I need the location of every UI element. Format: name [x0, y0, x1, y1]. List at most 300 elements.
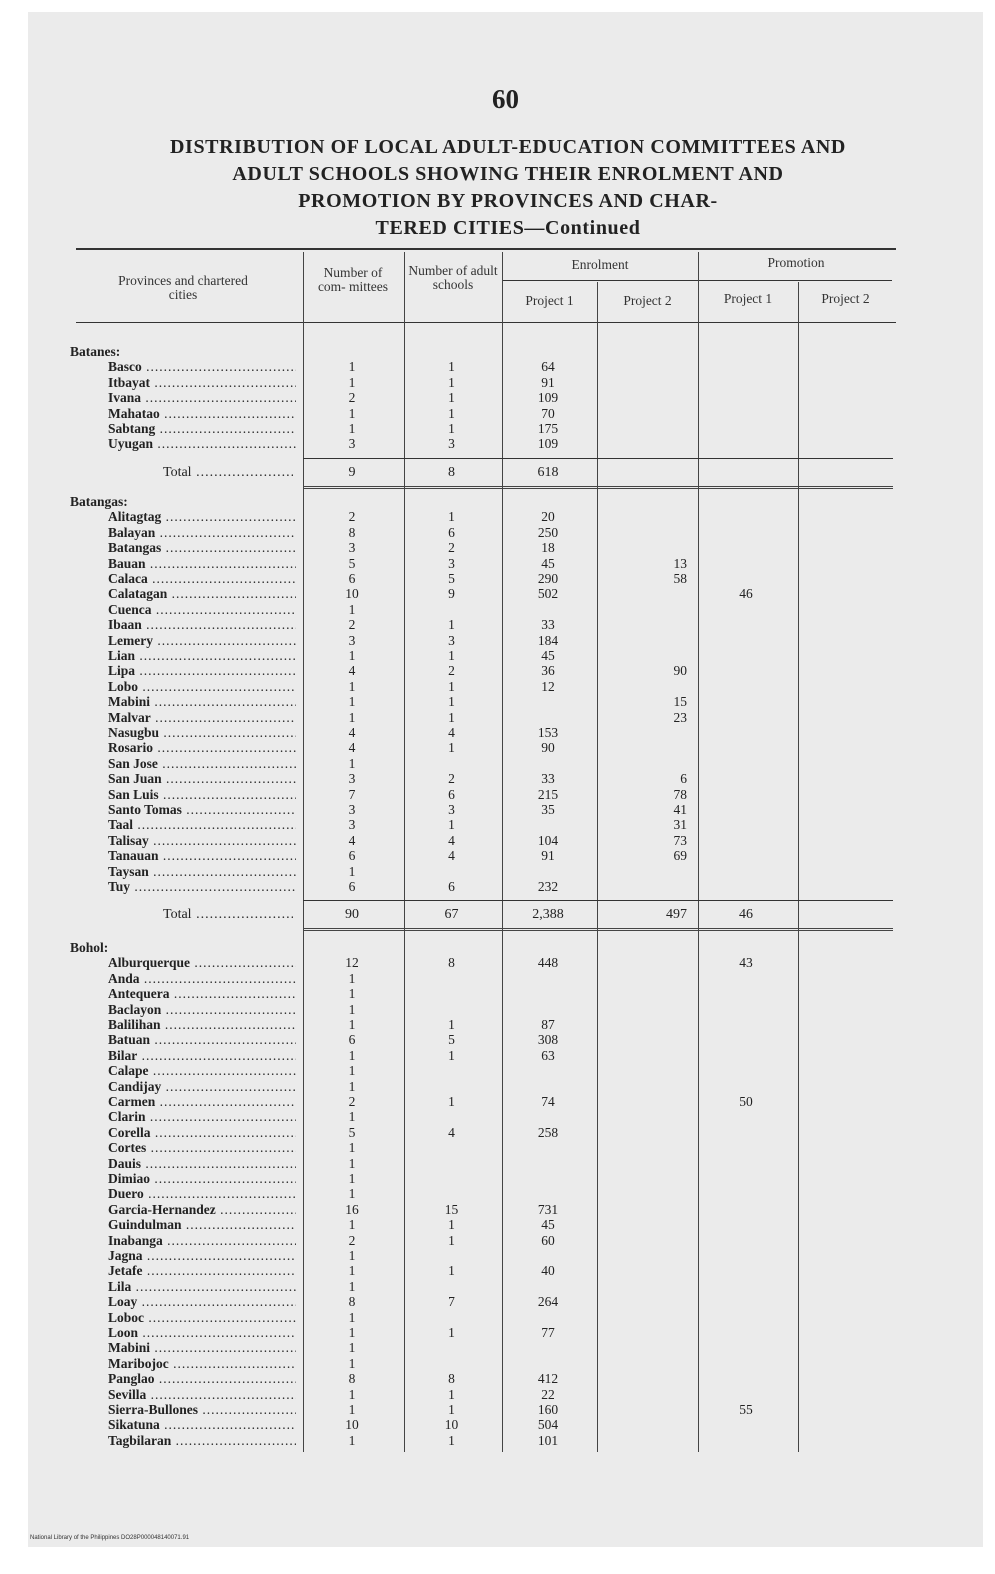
row-label: Itbayat .....: [108, 375, 296, 390]
table-row: [28, 955, 983, 970]
table-cell: 4: [348, 663, 356, 679]
table-cell: 64: [541, 359, 555, 375]
table-cell: 8: [448, 955, 455, 971]
table-row: [28, 771, 983, 786]
total-cell: 67: [444, 907, 459, 923]
table-cell: 1: [448, 817, 455, 833]
table-cell: 1: [348, 1001, 356, 1017]
row-label: San Juan .....: [108, 771, 296, 786]
table-cell: 46: [739, 586, 753, 602]
table-cell: 23: [673, 709, 687, 725]
table-cell: 1: [448, 648, 455, 663]
table-cell: 91: [541, 374, 555, 390]
row-label: Panglao .....: [108, 1371, 296, 1386]
row-label: Uyugan .....: [108, 436, 296, 451]
table-cell: 3: [348, 436, 356, 452]
table-cell: 9: [448, 586, 455, 602]
table-row: [28, 525, 983, 540]
table-cell: 1: [448, 1325, 455, 1340]
row-label: San Jose .....: [108, 756, 296, 771]
total-label: Total .....: [163, 464, 293, 482]
header-project-1: Project 1: [525, 293, 574, 308]
row-label: Bauan .....: [108, 556, 296, 571]
header-committees: Number of com- mittees: [317, 265, 389, 294]
table-row: [28, 1417, 983, 1432]
table-cell: 45: [541, 555, 555, 571]
table-cell: 1: [348, 1063, 356, 1079]
header-project-2: Project 2: [623, 293, 672, 308]
table-cell: 1: [448, 1217, 455, 1233]
row-label: Santo Tomas .....: [108, 802, 296, 817]
table-cell: 2: [348, 617, 356, 633]
total-cell: 90: [345, 907, 359, 923]
table-row: [28, 586, 983, 601]
row-label: Bilar .....: [108, 1048, 296, 1063]
table-cell: 1: [348, 374, 356, 390]
table-row: [28, 1387, 983, 1402]
table-row: [28, 556, 983, 571]
table-row: [28, 406, 983, 421]
total-cell: 618: [537, 464, 559, 480]
table-row: [28, 1433, 983, 1448]
table-cell: 1: [448, 1017, 455, 1032]
table-cell: 3: [448, 436, 455, 452]
header-provinces: Provinces and chartered cities: [118, 273, 248, 302]
group-heading: Batanes:: [70, 344, 121, 359]
total-rule: [303, 900, 893, 901]
table-cell: 153: [537, 725, 559, 740]
table-row: [28, 1048, 983, 1063]
table-row: [28, 1294, 983, 1309]
section-rule: [303, 486, 893, 489]
enrolment-rule: [502, 280, 892, 281]
table-cell: 1: [348, 1078, 356, 1094]
table-row: [28, 1063, 983, 1078]
row-label: Cuenca .....: [108, 602, 296, 617]
row-label: Inabanga .....: [108, 1233, 296, 1248]
row-label: Ibaan .....: [108, 617, 296, 632]
table-cell: 412: [537, 1371, 559, 1387]
table-row: [28, 1371, 983, 1386]
table-row: [28, 571, 983, 586]
table-cell: 109: [537, 390, 559, 406]
table-cell: 4: [448, 725, 455, 740]
table-row: [28, 710, 983, 725]
table-cell: 4: [448, 832, 455, 848]
table-cell: 1: [348, 1355, 356, 1371]
table-cell: 12: [541, 678, 555, 694]
table-cell: 1: [348, 1325, 356, 1340]
table-cell: 1: [448, 678, 455, 694]
table-cell: 1: [448, 709, 455, 725]
header-bottom-rule: [76, 322, 896, 323]
table-cell: 1: [348, 359, 356, 375]
table-cell: 10: [345, 586, 359, 602]
table-cell: 7: [448, 1294, 455, 1310]
table-cell: 109: [537, 436, 559, 452]
table-row: [28, 1017, 983, 1032]
table-row: [28, 509, 983, 524]
table-cell: 3: [348, 540, 356, 556]
table-cell: 55: [739, 1402, 753, 1417]
table-cell: 232: [537, 879, 559, 894]
table-cell: 2: [348, 1094, 356, 1109]
row-label: Tuy .....: [108, 879, 296, 894]
row-label: Sevilla .....: [108, 1387, 296, 1402]
group-heading: Batangas:: [70, 494, 128, 509]
table-cell: 1: [348, 970, 356, 986]
row-label: Corella .....: [108, 1125, 296, 1140]
table-cell: 1: [348, 709, 356, 725]
table-cell: 6: [680, 771, 687, 787]
table-cell: 6: [348, 1032, 356, 1048]
row-label: Guindulman .....: [108, 1217, 296, 1232]
table-cell: 74: [541, 1094, 555, 1109]
table-cell: 1: [448, 405, 455, 421]
table-cell: 1: [348, 1171, 356, 1186]
table-row: [28, 1171, 983, 1186]
table-row: [28, 864, 983, 879]
document-title: [58, 134, 958, 242]
total-rule: [303, 458, 893, 459]
row-label: Calatagan .....: [108, 586, 296, 601]
table-cell: 1: [448, 359, 455, 375]
table-cell: 3: [448, 802, 455, 817]
table-row: [28, 1140, 983, 1155]
table-cell: 33: [541, 771, 555, 787]
section-rule: [303, 928, 893, 931]
table-row: [28, 1279, 983, 1294]
table-cell: 502: [537, 586, 559, 602]
row-label: Dimiao .....: [108, 1171, 296, 1186]
table-cell: 22: [541, 1386, 555, 1402]
table-cell: 73: [673, 832, 687, 848]
table-cell: 1: [348, 1263, 356, 1279]
row-label: Ivana .....: [108, 390, 296, 405]
table-row: [28, 879, 983, 894]
table-cell: 13: [673, 555, 687, 571]
header-schools: Number of adult schools: [408, 263, 498, 292]
total-cell: 46: [739, 907, 753, 923]
table-cell: 7: [348, 786, 356, 802]
header-enrolment: Enrolment: [571, 257, 629, 272]
table-cell: 1: [348, 1155, 356, 1171]
row-label: Calape .....: [108, 1063, 296, 1078]
table-cell: 90: [673, 663, 687, 679]
row-label: Mabini .....: [108, 1340, 296, 1355]
table-row: [28, 725, 983, 740]
table-cell: 1: [348, 601, 356, 617]
table-cell: 6: [348, 879, 356, 894]
table-cell: 8: [448, 1371, 455, 1387]
table-cell: 3: [348, 817, 356, 833]
table-row: [28, 1217, 983, 1232]
table-cell: 1: [348, 1140, 356, 1156]
table-row: [28, 802, 983, 817]
row-label: Nasugbu .....: [108, 725, 296, 740]
row-label: Dauis .....: [108, 1156, 296, 1171]
table-row: [28, 602, 983, 617]
row-label: Tagbilaran .....: [108, 1433, 296, 1448]
table-row: [28, 986, 983, 1001]
table-cell: 69: [673, 848, 687, 864]
table-cell: 41: [673, 802, 687, 817]
table-cell: 1: [348, 648, 356, 663]
row-label: Calaca .....: [108, 571, 296, 586]
table-cell: 1: [448, 1263, 455, 1279]
page-number: 60: [492, 84, 519, 114]
table-cell: 40: [541, 1263, 555, 1279]
table-cell: 1: [448, 421, 455, 436]
table-cell: 12: [345, 955, 359, 971]
table-cell: 10: [345, 1417, 359, 1433]
table-row: [28, 1079, 983, 1094]
row-label: Sabtang .....: [108, 421, 296, 436]
table-cell: 3: [348, 632, 356, 648]
table-cell: 215: [537, 786, 559, 802]
table-row: [28, 1356, 983, 1371]
row-label: Taal .....: [108, 817, 296, 832]
title-line: TERED CITIES—Continued: [375, 217, 641, 239]
table-cell: 1: [448, 390, 455, 406]
row-label: Baclayon .....: [108, 1002, 296, 1017]
table-row: [28, 1125, 983, 1140]
total-cell: 8: [448, 464, 455, 480]
row-label: Loon .....: [108, 1325, 296, 1340]
table-cell: 90: [541, 740, 555, 756]
table-cell: 87: [541, 1017, 555, 1032]
row-label: Mahatao .....: [108, 406, 296, 421]
table-cell: 5: [448, 1032, 455, 1048]
table-cell: 2: [348, 390, 356, 406]
table-cell: 36: [541, 663, 555, 679]
table-cell: 1: [348, 1278, 356, 1294]
table-row: [28, 817, 983, 832]
table-cell: 258: [537, 1124, 559, 1140]
row-label: Malvar .....: [108, 710, 296, 725]
table-cell: 1: [448, 1094, 455, 1109]
row-label: Batuan .....: [108, 1032, 296, 1047]
table-cell: 8: [348, 524, 356, 540]
table-cell: 250: [537, 524, 559, 540]
row-label: Lemery .....: [108, 633, 296, 648]
table-cell: 1: [348, 1217, 356, 1233]
row-label: Lila .....: [108, 1279, 296, 1294]
group-heading: Bohol:: [70, 940, 109, 955]
row-label: Candijay .....: [108, 1079, 296, 1094]
table-row: [28, 1248, 983, 1263]
table-cell: 6: [348, 571, 356, 586]
table-cell: 104: [537, 832, 559, 848]
table-row: [28, 648, 983, 663]
table-cell: 58: [673, 571, 687, 586]
total-row: [28, 906, 983, 924]
table-cell: 1: [348, 1186, 356, 1202]
table-row: [28, 1032, 983, 1047]
table-cell: 50: [739, 1094, 753, 1109]
table-cell: 1: [348, 1017, 356, 1032]
table-cell: 63: [541, 1047, 555, 1063]
row-label: Alburquerque .....: [108, 955, 296, 970]
table-row: [28, 1186, 983, 1201]
row-label: Lian .....: [108, 648, 296, 663]
title-line: ADULT SCHOOLS SHOWING THEIR ENROLMENT AND: [232, 163, 784, 185]
table-cell: 308: [537, 1032, 559, 1048]
row-label: Balayan .....: [108, 525, 296, 540]
row-label: Loay .....: [108, 1294, 296, 1309]
row-label: Rosario .....: [108, 740, 296, 755]
table-cell: 6: [348, 848, 356, 864]
row-label: Clarin .....: [108, 1109, 296, 1124]
table-row: [28, 1263, 983, 1278]
table-cell: 1: [348, 1047, 356, 1063]
table-cell: 2: [348, 1232, 356, 1248]
table-cell: 70: [541, 405, 555, 421]
table-row: [28, 375, 983, 390]
table-cell: 101: [537, 1432, 559, 1448]
table-cell: 6: [448, 786, 455, 802]
table-cell: 20: [541, 509, 555, 525]
table-cell: 1: [448, 740, 455, 756]
table-cell: 1: [348, 1402, 356, 1417]
row-label: Loboc .....: [108, 1310, 296, 1325]
table-cell: 2: [448, 540, 455, 556]
table-row: [28, 833, 983, 848]
table-cell: 4: [348, 725, 356, 740]
row-label: Jetafe .....: [108, 1263, 296, 1278]
table-row: [28, 421, 983, 436]
table-row: [28, 663, 983, 678]
table-row: [28, 390, 983, 405]
footer-credit: National Library of the Philippines DO28P000048140071.91: [30, 1535, 190, 1541]
row-label: Antequera .....: [108, 986, 296, 1001]
row-label: Batangas .....: [108, 540, 296, 555]
row-label: Balilihan .....: [108, 1017, 296, 1032]
table-cell: 18: [541, 540, 555, 556]
table-cell: 264: [537, 1294, 559, 1310]
row-label: Lobo .....: [108, 679, 296, 694]
row-label: Talisay .....: [108, 833, 296, 848]
row-label: San Luis .....: [108, 787, 296, 802]
table-row: [28, 1340, 983, 1355]
table-cell: 43: [739, 955, 753, 971]
table-cell: 1: [448, 374, 455, 390]
table-cell: 1: [448, 1047, 455, 1063]
table-cell: 10: [444, 1417, 459, 1433]
table-cell: 3: [448, 555, 455, 571]
table-cell: 2: [448, 663, 455, 679]
table-row: [28, 1202, 983, 1217]
table-row: [28, 740, 983, 755]
table-cell: 1: [448, 1432, 455, 1448]
row-label: Sikatuna .....: [108, 1417, 296, 1432]
table-cell: 60: [541, 1232, 555, 1248]
row-label: Taysan .....: [108, 864, 296, 879]
row-label: Lipa .....: [108, 663, 296, 678]
table-cell: 1: [348, 1109, 356, 1125]
table-cell: 731: [537, 1201, 559, 1217]
table-row: [28, 848, 983, 863]
table-top-rule: [76, 248, 896, 250]
table-cell: 45: [541, 648, 555, 663]
row-label: Mabini .....: [108, 694, 296, 709]
table-row: [28, 1325, 983, 1340]
table-cell: 5: [348, 555, 356, 571]
table-cell: 8: [348, 1371, 356, 1387]
header-project-2: Project 2: [821, 291, 870, 306]
table-cell: 35: [541, 802, 555, 817]
table-row: [28, 436, 983, 451]
table-cell: 1: [348, 1309, 356, 1325]
table-cell: 6: [448, 524, 455, 540]
table-row: [28, 359, 983, 374]
table-row: [28, 633, 983, 648]
title-line: PROMOTION BY PROVINCES AND CHAR-: [298, 190, 718, 212]
table-cell: 1: [448, 509, 455, 525]
table-cell: 5: [448, 571, 455, 586]
table-cell: 290: [537, 571, 559, 586]
header-promotion: Promotion: [767, 255, 825, 270]
row-label: Carmen .....: [108, 1094, 296, 1109]
table-cell: 504: [537, 1417, 559, 1433]
table-cell: 1: [348, 755, 356, 771]
table-cell: 3: [448, 632, 455, 648]
table-row: [28, 617, 983, 632]
table-row: [28, 540, 983, 555]
table-cell: 15: [673, 694, 687, 710]
table-cell: 448: [537, 955, 559, 971]
table-row: [28, 787, 983, 802]
row-label: Duero .....: [108, 1186, 296, 1201]
table-row: [28, 971, 983, 986]
table-cell: 1: [348, 421, 356, 436]
table-cell: 4: [348, 832, 356, 848]
row-label: Sierra-Bullones .....: [108, 1402, 296, 1417]
table-cell: 5: [348, 1124, 356, 1140]
table-cell: 1: [348, 863, 356, 879]
table-cell: 1: [348, 694, 356, 710]
table-row: [28, 1402, 983, 1417]
table-cell: 3: [348, 771, 356, 787]
row-label: Maribojoc .....: [108, 1356, 296, 1371]
total-cell: 2,388: [532, 907, 564, 923]
table-cell: 45: [541, 1217, 555, 1233]
table-row: [28, 694, 983, 709]
row-label: Jagna .....: [108, 1248, 296, 1263]
table-cell: 16: [345, 1201, 359, 1217]
title-line: DISTRIBUTION OF LOCAL ADULT-EDUCATION COMMITTEES AND: [170, 136, 846, 158]
table-cell: 6: [448, 879, 455, 894]
table-cell: 8: [348, 1294, 356, 1310]
table-row: [28, 1310, 983, 1325]
row-label: Cortes .....: [108, 1140, 296, 1155]
table-cell: 1: [348, 1248, 356, 1263]
table-cell: 4: [448, 848, 455, 864]
table-cell: 1: [348, 405, 356, 421]
table-cell: 33: [541, 617, 555, 633]
table-cell: 1: [448, 694, 455, 710]
table-row: [28, 1233, 983, 1248]
table-cell: 175: [537, 421, 559, 436]
table-cell: 2: [448, 771, 455, 787]
table-cell: 77: [541, 1325, 555, 1340]
row-label: Alitagtag .....: [108, 509, 296, 524]
table-cell: 1: [448, 1386, 455, 1402]
table-cell: 1: [448, 1402, 455, 1417]
row-label: Basco .....: [108, 359, 296, 374]
total-cell: 9: [348, 464, 356, 480]
total-label: Total .....: [163, 906, 293, 924]
